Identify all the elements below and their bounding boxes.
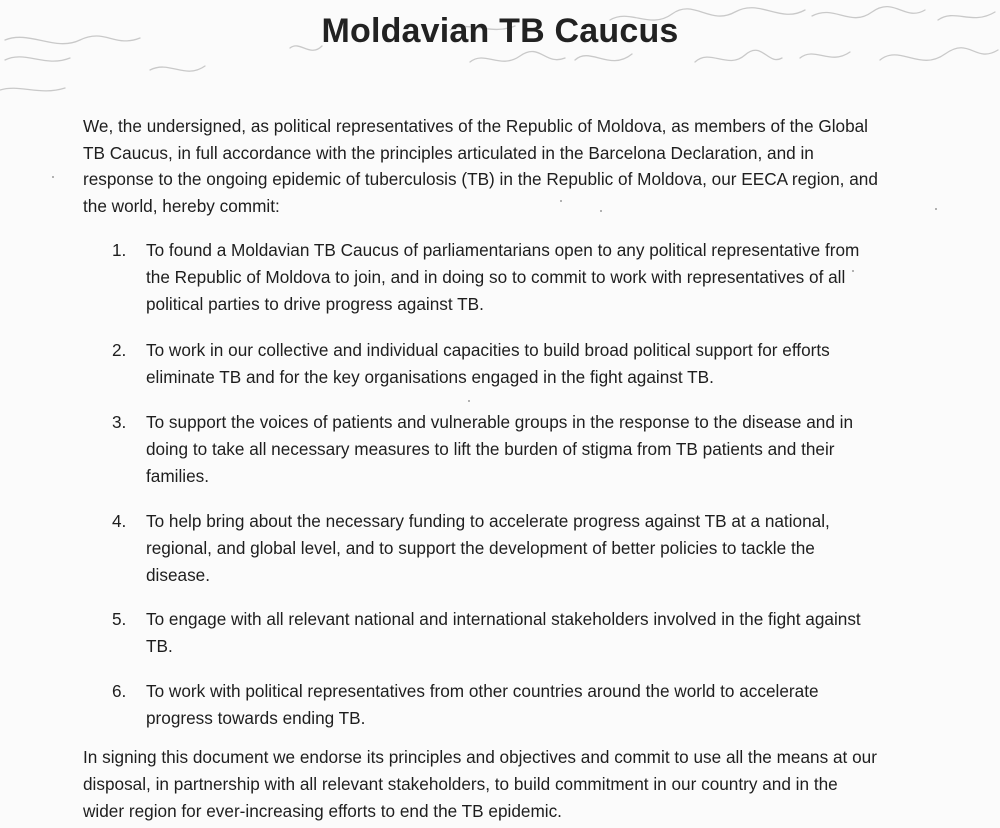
item-number: 3. xyxy=(112,412,127,432)
scan-speck xyxy=(935,208,937,210)
item-text: To work with political representatives from other countries around the world to accelerate progress towards ending TB. xyxy=(146,681,819,728)
scan-speck xyxy=(852,270,854,272)
page-title: Moldavian TB Caucus xyxy=(321,12,679,50)
item-text: To help bring about the necessary funding to accelerate progress against TB at a national, regional, and global level, and to support the development of better policies to tackle the disease. xyxy=(146,511,830,585)
item-number: 5. xyxy=(112,609,127,629)
intro-paragraph: We, the undersigned, as political representatives of the Republic of Moldova, as members of the Global TB Caucus, in full accordance with the principles articulated in the Barcelona Declaration, and in response to the ongoing epidemic of tuberculosis (TB) in the Republic of Moldova, our EECA region, and the world, hereby commit: xyxy=(83,116,878,216)
item-number: 6. xyxy=(112,681,127,701)
item-number: 4. xyxy=(112,511,127,531)
item-number: 1. xyxy=(112,240,127,260)
item-text: To engage with all relevant national and international stakeholders involved in the fight against TB. xyxy=(146,609,861,656)
scan-speck xyxy=(600,210,602,212)
item-text: To found a Moldavian TB Caucus of parliamentarians open to any political representative from the Republic of Moldova to join, and in doing so to commit to work with representatives of all political parties to drive progress against TB. xyxy=(146,240,860,314)
item-text: To work in our collective and individual capacities to build broad political support for efforts eliminate TB and for the key organisations engaged in the fight against TB. xyxy=(146,340,830,387)
scan-speck xyxy=(560,200,562,202)
scan-speck xyxy=(468,400,470,402)
closing-paragraph: In signing this document we endorse its principles and objectives and commit to use all the means at our disposal, in partnership with all relevant stakeholders, to build commitment in our country and in the wider region for ever-increasing efforts to end the TB epidemic. xyxy=(83,747,877,821)
scan-speck xyxy=(52,176,54,178)
item-number: 2. xyxy=(112,340,127,360)
item-text: To support the voices of patients and vulnerable groups in the response to the disease and in doing to take all necessary measures to lift the burden of stigma from TB patients and their families. xyxy=(146,412,854,486)
